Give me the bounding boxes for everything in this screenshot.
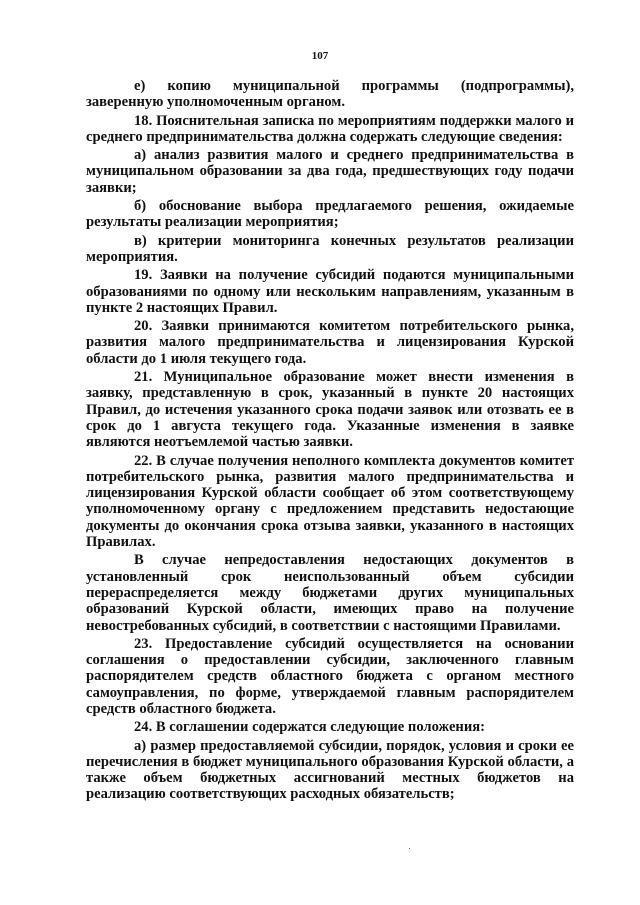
paragraph-e-program-copy: е) копию муниципальной программы (подпрограммы), заверенную уполномоченным органом.	[86, 78, 574, 111]
paragraph-18-v: в) критерии мониторинга конечных результатов реализации мероприятия.	[86, 232, 574, 265]
paragraph-18-a: а) анализ развития малого и среднего предпринимательства в муниципальном образовании за два года, предшествующих году подачи заявки;	[86, 147, 574, 196]
paragraph-21: 21. Муниципальное образование может внести изменения в заявку, представленную в срок, указанный в пункте 20 настоящих Правил, до истечения указанного срока подачи заявок или отозвать ее в срок до 1 августа текущего года. Указанные изменения в заявке являются неотъемлемой частью заявки.	[86, 369, 574, 451]
paragraph-24: 24. В соглашении содержатся следующие положения:	[134, 719, 485, 736]
document-body	[86, 78, 574, 805]
paragraph-24-a: а) размер предоставляемой субсидии, порядок, условия и сроки ее перечисления в бюджет муниципального образования Курской области, а также объем бюджетных ассигнований местных бюджетов на реализацию соответствующих расходных обязательств;	[86, 737, 574, 803]
paragraph-19: 19. Заявки на получение субсидий подаются муниципальными образованиями по одному или нескольким направлениям, указанным в пункте 2 настоящих Правил.	[86, 267, 574, 316]
page-number: 107	[311, 50, 329, 62]
paragraph-20: 20. Заявки принимаются комитетом потребительского рынка, развития малого предпринимательства и лицензирования Курской области до 1 июля текущего года.	[86, 318, 574, 367]
paragraph-22-continued: В случае непредоставления недостающих документов в установленный срок неиспользованный объем субсидии перераспределяется между бюджетами других муниципальных образований Курской области, имеющих право на получение невостребованных субсидий, в соответствии с настоящими Правилами.	[86, 552, 574, 634]
paragraph-18-b: б) обоснование выбора предлагаемого решения, ожидаемые результаты реализации мероприятия;	[86, 198, 574, 231]
paragraph-18: 18. Пояснительная записка по мероприятиям поддержки малого и среднего предпринимательства должна содержать следующие сведения:	[86, 112, 574, 145]
scan-speck	[409, 848, 410, 849]
paragraph-23: 23. Предоставление субсидий осуществляется на основании соглашения о предоставлении субсидии, заключенного главным распорядителем средств областного бюджета с органом местного самоуправления, по форме, утверждаемой главным распорядителем средств областного бюджета.	[86, 635, 574, 717]
paragraph-22: 22. В случае получения неполного комплекта документов комитет потребительского рынка, развития малого предпринимательства и лицензирования Курской области сообщает об этом соответствующему уполномоченному органу с предложением представить недостающие документы до окончания срока отзыва заявки, указанного в настоящих Правилах.	[86, 452, 574, 551]
